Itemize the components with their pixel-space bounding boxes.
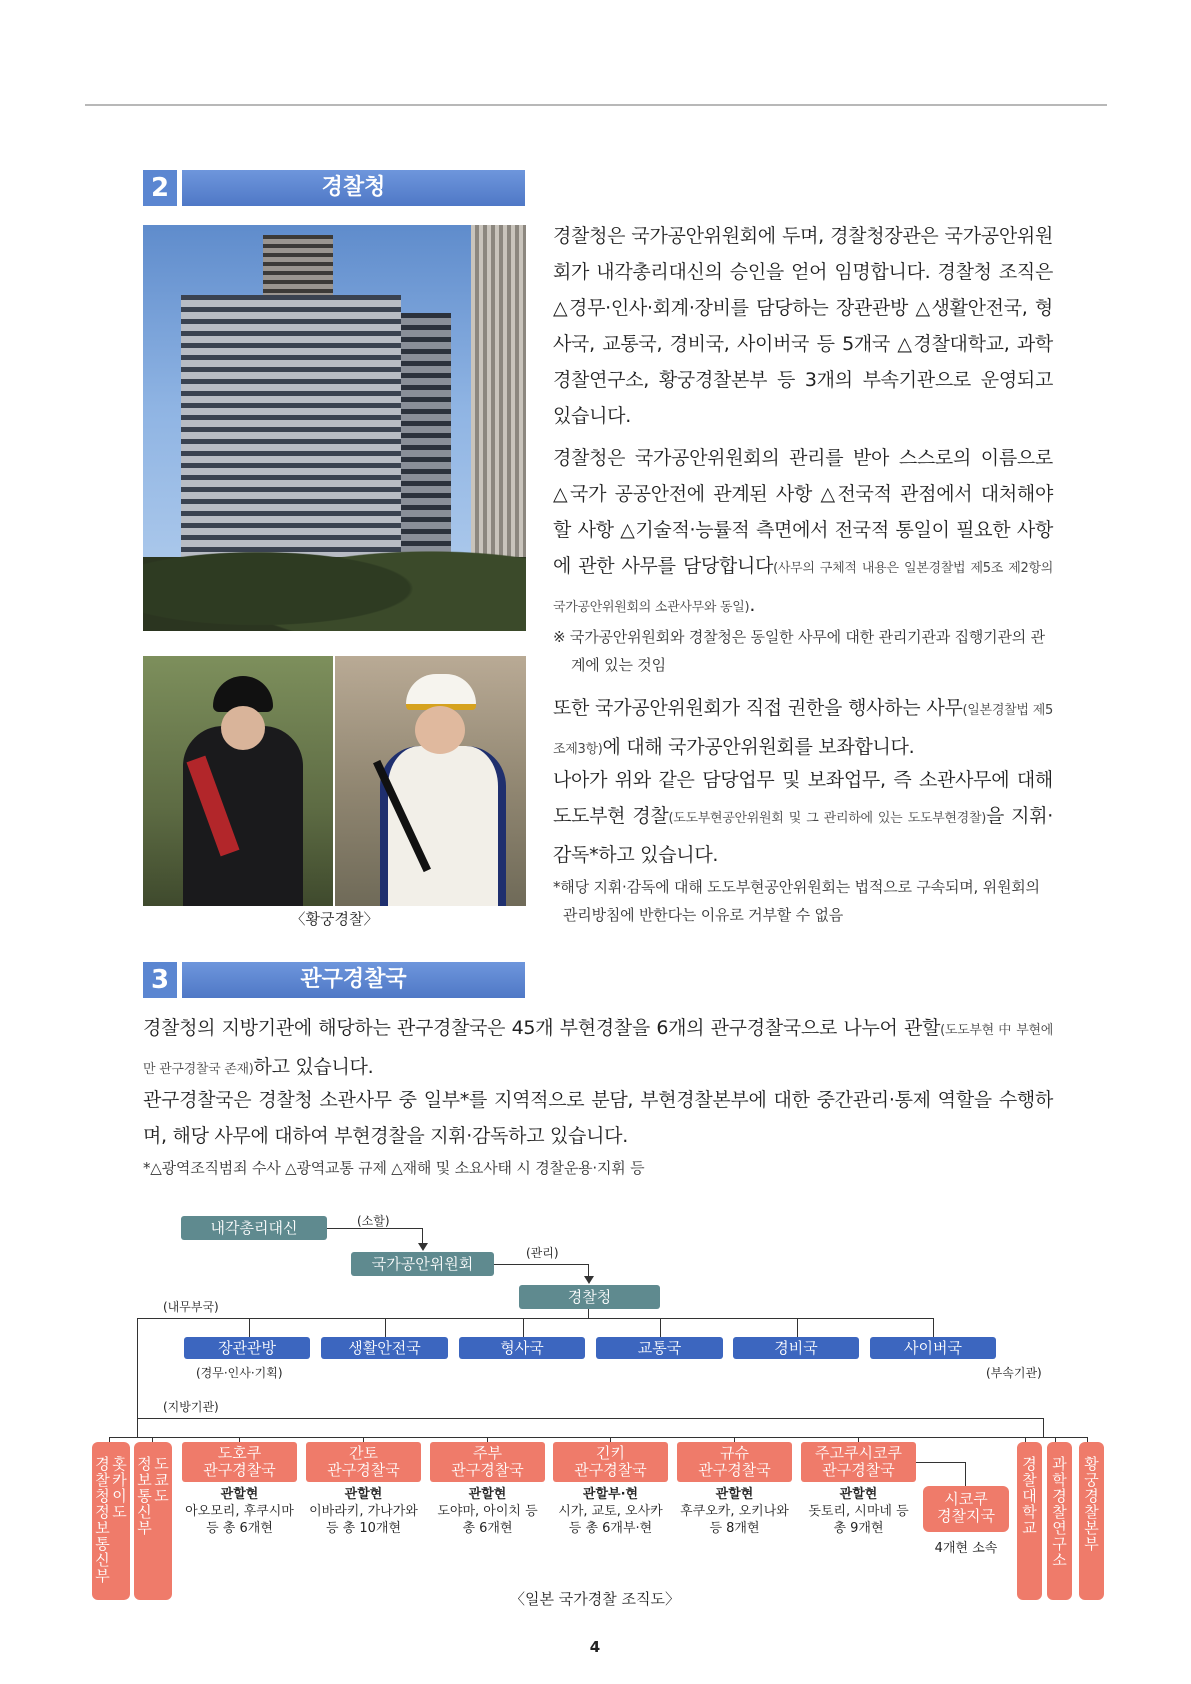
org-regional-chubu-detail: 관할현 도야마, 아이치 등 총 6개현 (437, 1487, 538, 1536)
org-npsc: 국가공안위원회 (351, 1252, 494, 1276)
org-bureau-minister-secretariat: 장관관방 (184, 1337, 310, 1359)
org-regional-kinki: 긴키 관구경찰국 (553, 1442, 668, 1482)
org-cabinet: 내각총리대신 (181, 1216, 327, 1240)
section-2-note-2: *해당 지휘·감독에 대해 도도부현공안위원회는 법적으로 구속되며, 위원회의 관리방침에 반한다는 이유로 거부할 수 없음 (553, 878, 1040, 924)
org-regional-kanto-detail: 관할현 이바라키, 가나가와 등 총 10개현 (309, 1487, 418, 1536)
org-attached-imperial-guard: 황궁경찰본부 (1079, 1442, 1104, 1600)
org-npa: 경찰청 (519, 1285, 660, 1309)
org-regional-kyushu-detail: 관할현 후쿠오카, 오키나와 등 8개현 (680, 1487, 789, 1536)
org-bureau-criminal: 형사국 (459, 1337, 585, 1359)
org-chart-caption: 〈일본 국가경찰 조직도〉 (510, 1590, 680, 1608)
section-2-paragraph-4: 나아가 위와 같은 담당업무 및 보좌업무, 즉 소관사무에 대해 도도부현 경찰(도도부현공안위원회 및 그 관리하에 있는 도도부현경찰)을 지휘·감독*하고 있습니다. (553, 769, 1053, 866)
npa-building-photo (143, 225, 526, 631)
org-bureau-note: (경무·인사·기획) (196, 1366, 283, 1380)
org-shikoku-bureau: 시코쿠 경찰지국 (923, 1486, 1009, 1532)
org-bureau-cyber: 사이버국 (870, 1337, 996, 1359)
org-attached-label: (부속기관) (986, 1366, 1042, 1380)
section-3-paragraph-1: 경찰청의 지방기관에 해당하는 관구경찰국은 45개 부현경찰을 6개의 관구경찰국으로 나누어 관할(도도부현 中 부현에만 관구경찰국 존재)하고 있습니다. (143, 1017, 1053, 1078)
org-attached-science-lab: 과학경찰연구소 (1047, 1442, 1072, 1600)
section-3-title: 관구경찰국 (182, 962, 525, 998)
org-v1-col-a: 경찰청정보통신부 (95, 1455, 110, 1585)
org-regional-kinki-detail: 관할부·현 시가, 교토, 오사카 등 총 6개부·현 (558, 1487, 663, 1536)
org-bureau-community-safety: 생활안전국 (321, 1337, 448, 1359)
org-jurisdiction-label: (소할) (357, 1214, 390, 1228)
org-regional-chubu: 주부 관구경찰국 (430, 1442, 545, 1482)
org-hokkaido-npa-info-comm (92, 1442, 130, 1600)
org-regional-chugoku-shikoku-detail: 관할현 돗토리, 시마네 등 총 9개현 (808, 1487, 909, 1536)
section-2-note-1: ※ 국가공안위원회와 경찰청은 동일한 사무에 대한 관리기관과 집행기관의 관계에 있는 것임 (553, 628, 1045, 674)
org-bureau-traffic: 교통국 (596, 1337, 723, 1359)
section-2-title: 경찰청 (182, 170, 525, 206)
org-internal-label: (내무부국) (163, 1300, 219, 1314)
org-attached-police-academy: 경찰대학교 (1017, 1442, 1042, 1600)
section-3-number: 3 (143, 962, 177, 998)
org-local-label: (지방기관) (163, 1400, 219, 1414)
section-2-paragraph-2: 경찰청은 국가공안위원회의 관리를 받아 스스로의 이름으로 △국가 공공안전에 관계된 사항 △전국적 관점에서 대처해야 할 사항 △기술적·능률적 측면에서 전국적 통일이 필요한 사항에 관한 사무를 담당합니다(사무의 구체적 내용은 일본경찰법 제5조 제2항의 국가공안위원회의 소관사무와 동일). (553, 447, 1053, 616)
org-bureau-security: 경비국 (733, 1337, 859, 1359)
section-2-paragraph-3: 또한 국가공안위원회가 직접 권한을 행사하는 사무(일본경찰법 제5조제3항)에 대해 국가공안위원회를 보좌합니다. (553, 697, 1053, 758)
top-rule (85, 104, 1107, 106)
section-2-number: 2 (143, 170, 177, 206)
imperial-guard-photo-1 (143, 656, 333, 906)
org-v2-col-a: 정보통신부 (137, 1455, 152, 1537)
org-regional-tohoku: 도호쿠 관구경찰국 (182, 1442, 297, 1482)
org-regional-tohoku-detail: 관할현 아오모리, 후쿠시마 등 총 6개현 (185, 1487, 294, 1536)
imperial-guard-photo-2 (335, 656, 526, 906)
section-3-note: *△광역조직범죄 수사 △광역교통 규제 △재해 및 소요사태 시 경찰운용·지휘 등 (143, 1159, 645, 1177)
org-shikoku-note: 4개현 소속 (934, 1541, 998, 1556)
org-tokyo-info-comm (134, 1442, 172, 1600)
photo-caption: 〈황궁경찰〉 (290, 910, 379, 928)
org-v1-col-b: 홋카이도 (112, 1455, 127, 1521)
section-2-paragraph-1: 경찰청은 국가공안위원회에 두며, 경찰청장관은 국가공안위원회가 내각총리대신의 승인을 얻어 임명합니다. 경찰청 조직은 △경무·인사·회계·장비를 담당하는 장관관방 △생활안전국, 형사국, 교통국, 경비국, 사이버국 등 5개국 △경찰대학교, 과학경찰연구소, 황궁경찰본부 등 3개의 부속기관으로 운영되고 있습니다. (553, 225, 1053, 427)
org-regional-chugoku-shikoku: 주고쿠시코쿠 관구경찰국 (801, 1442, 916, 1482)
org-management-label: (관리) (526, 1246, 559, 1260)
org-v2-col-b: 도쿄도 (154, 1455, 169, 1505)
page-number: 4 (589, 1638, 601, 1656)
org-regional-kyushu: 규슈 관구경찰국 (677, 1442, 792, 1482)
section-3-paragraph-2: 관구경찰국은 경찰청 소관사무 중 일부*를 지역적으로 분담, 부현경찰본부에 대한 중간관리·통제 역할을 수행하며, 해당 사무에 대하여 부현경찰을 지휘·감독하고 있습니다. (143, 1089, 1053, 1147)
org-regional-kanto: 간토 관구경찰국 (306, 1442, 421, 1482)
